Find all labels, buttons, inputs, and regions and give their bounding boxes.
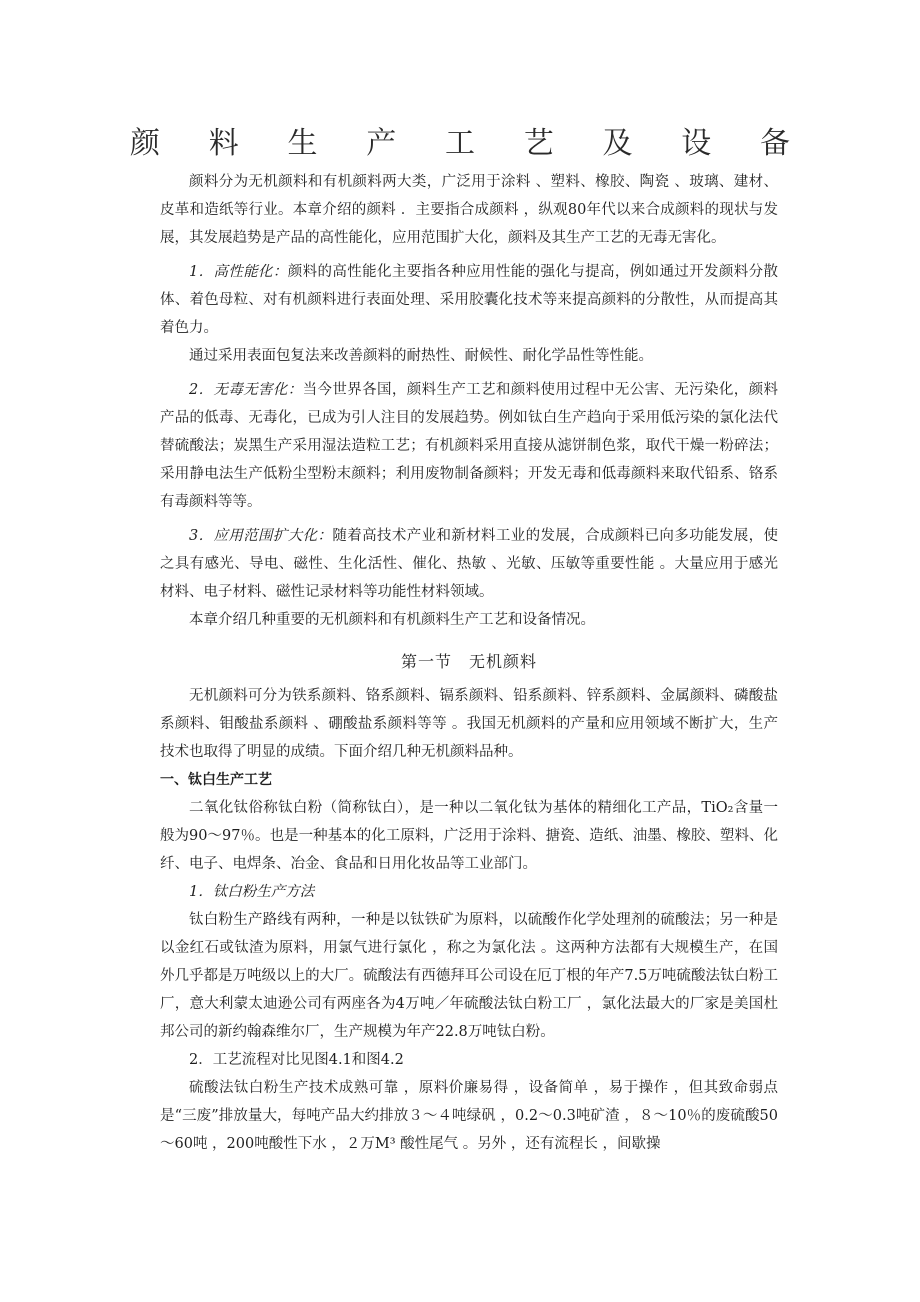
point-2-text: 当今世界各国，颜料生产工艺和颜料使用过程中无公害、无污染化，颜料产品的低毒、无毒化，已成为引人注目的发展趋势。例如钛白生产趋向于采用低污染的氯化法代替硫酸法；炭黑生产采用湿法造粒工艺；有机颜料采用直接从滤饼制色浆，取代干燥一粉碎法；采用静电法生产低粉尘型粉末颜料；利用废物制备颜料；开发无毒和低毒颜料来取代铅系、铬系有毒颜料等等。 (160, 382, 778, 510)
page-title (130, 118, 790, 162)
section-title: 第一节 无机颜料 (400, 652, 537, 671)
document-body (160, 168, 778, 1158)
title-char: 设 (681, 126, 712, 161)
title-char: 颜 (130, 126, 160, 161)
title-char: 备 (760, 126, 790, 161)
point-3-heading: 3．应用范围扩大化： (189, 528, 333, 544)
point-2-heading: 2．无毒无害化： (189, 382, 303, 398)
subsection-1-paragraph: 二氧化钛俗称钛白粉（简称钛白），是一种以二氧化钛为基体的精细化工产品，TiO₂含量一般为90～97％。也是一种基本的化工原料，广泛用于涂料、搪瓷、造纸、油墨、橡胶、塑料、化纤、电子、电焊条、冶金、食品和日用化妆品等工业部门。 (160, 800, 778, 872)
subsection-1-title: 一、钛白生产工艺 (160, 772, 272, 788)
title-char: 及 (602, 126, 633, 161)
title-char: 料 (208, 126, 239, 161)
subsection-1-2-title: 2．工艺流程对比见图4.1和图4.2 (189, 1052, 404, 1068)
chapter-note-paragraph: 本章介绍几种重要的无机颜料和有机颜料生产工艺和设备情况。 (189, 612, 595, 628)
intro-paragraph: 颜料分为无机颜料和有机颜料两大类，广泛用于涂料 、塑料、橡胶、陶瓷 、玻璃、建材、皮革和造纸等行业。本章介绍的颜料 ．主要指合成颜料 ，纵观80年代以来合成颜料的现状与发展，其发展趋势是产品的高性能化，应用范围扩大化，颜料及其生产工艺的无毒无害化。 (160, 174, 778, 246)
point-2-paragraph (160, 376, 778, 516)
point-3-text: 随着高技术产业和新材料工业的发展，合成颜料已向多功能发展，使之具有感光、导电、磁性、生化活性、催化、热敏 、光敏、压敏等重要性能 。大量应用于感光材料、电子材料、磁性记录材料等功能性材料领域。 (160, 528, 778, 600)
title-char: 艺 (523, 126, 554, 161)
point-3-paragraph (160, 522, 778, 606)
subsection-1-2-paragraph: 硫酸法钛白粉生产技术成熟可靠 ，原料价廉易得 ，设备简单 ，易于操作 ，但其致命弱点是“三废”排放量大，每吨产品大约排放３～４吨绿矾 ，0.2～0.3吨矿渣 ，８～10％的废硫酸50～60吨 ，200吨酸性下水 ，２万M³ 酸性尾气 。另外 ，还有流程长 ，间歇操 (160, 1080, 778, 1152)
section-intro-paragraph: 无机颜料可分为铁系颜料、铬系颜料、镉系颜料、铅系颜料、锌系颜料、金属颜料、磷酸盐系颜料、钼酸盐系颜料 、硼酸盐系颜料等等 。我国无机颜料的产量和应用领域不断扩大，生产技术也取得了明显的成绩。下面介绍几种无机颜料品种。 (160, 688, 778, 760)
title-char: 生 (287, 126, 318, 161)
subsection-1-1-paragraph: 钛白粉生产路线有两种，一种是以钛铁矿为原料，以硫酸作化学处理剂的硫酸法；另一种是以金红石或钛渣为原料，用氯气进行氯化 ，称之为氯化法 。这两种方法都有大规模生产，在国外几乎都是万吨级以上的大厂。硫酸法有西德拜耳公司设在厄丁根的年产7.5万吨硫酸法钛白粉工厂，意大利蒙太迪逊公司有两座各为4万吨／年硫酸法钛白粉工厂 ，氯化法最大的厂家是美国杜邦公司的新约翰森维尔厂，生产规模为年产22.8万吨钛白粉。 (160, 912, 778, 1040)
point-1-text: 颜料的高性能化主要指各种应用性能的强化与提高，例如通过开发颜料分散体、着色母粒、对有机颜料进行表面处理、采用胶囊化技术等来提高颜料的分散性，从而提高其着色力。 (160, 264, 778, 336)
title-char: 产 (366, 126, 397, 161)
subsection-1-1-title: 1．钛白粉生产方法 (189, 884, 315, 900)
point-1-paragraph (160, 258, 778, 342)
point-1-extra-paragraph: 通过采用表面包复法来改善颜料的耐热性、耐候性、耐化学品性等性能。 (189, 348, 653, 364)
title-char: 工 (445, 126, 475, 161)
point-1-heading: 1．高性能化： (189, 264, 288, 280)
